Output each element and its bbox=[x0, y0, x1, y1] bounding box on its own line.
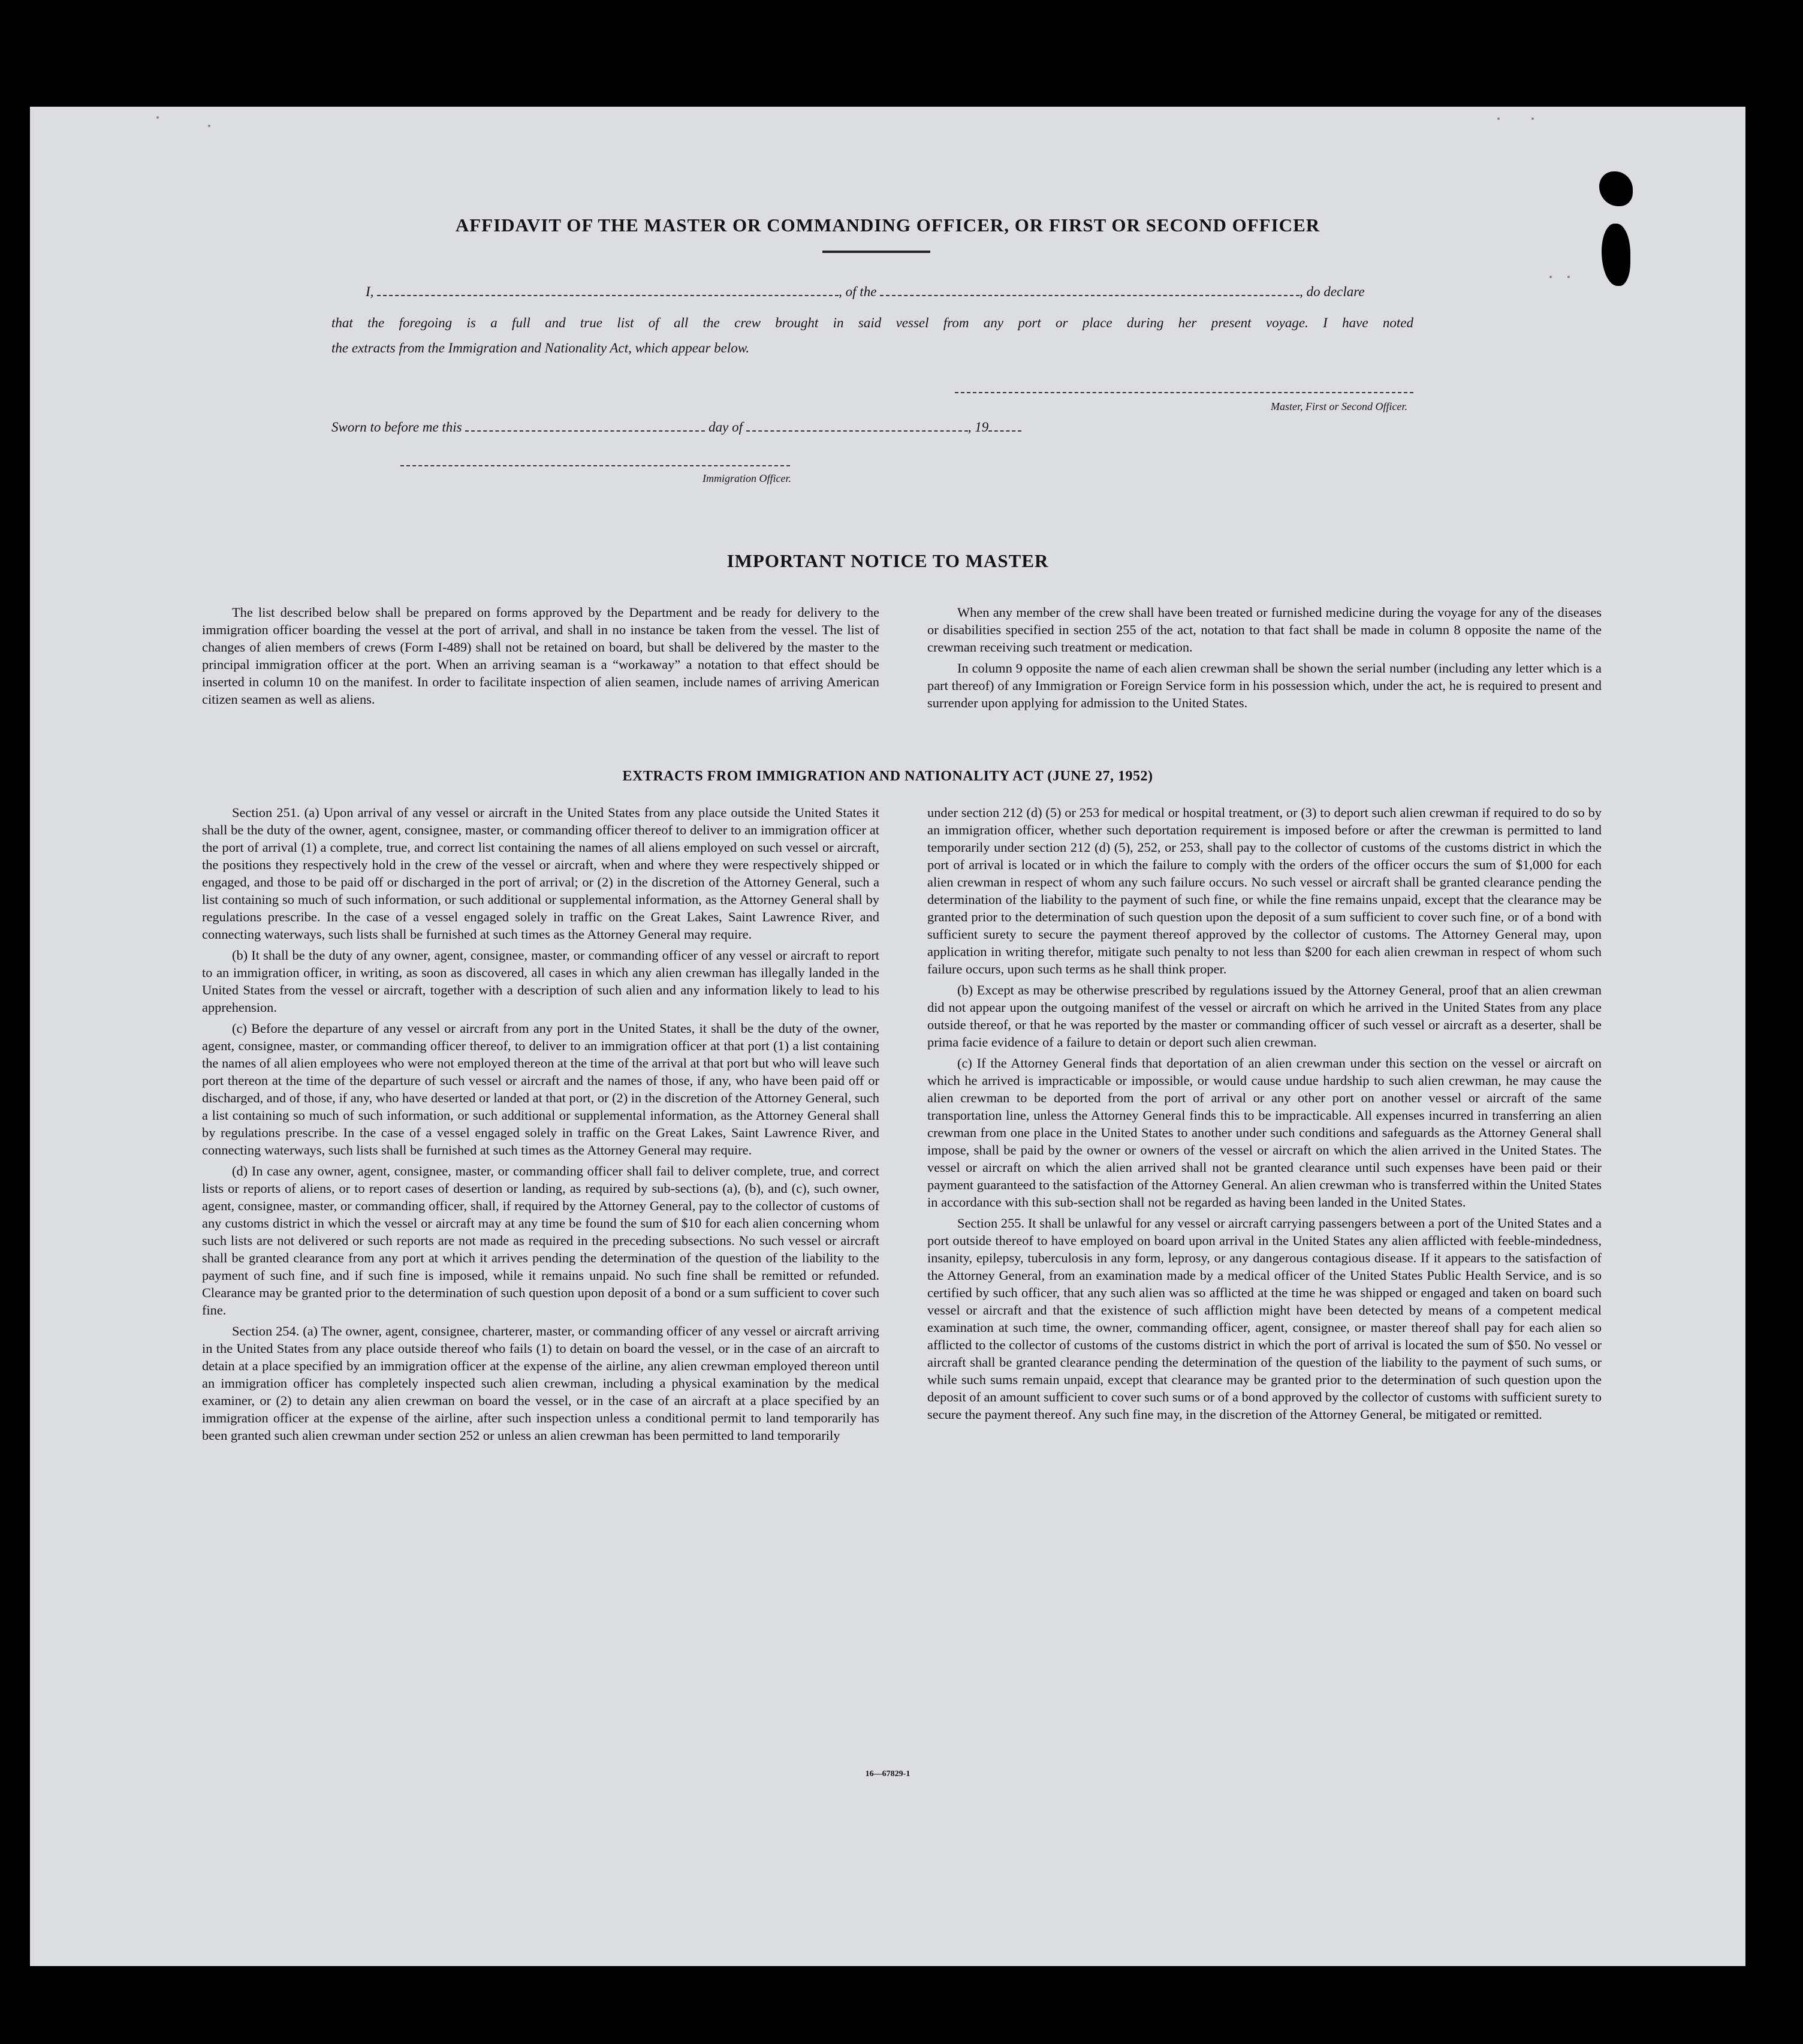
form-number: 16—67829-1 bbox=[865, 1769, 910, 1778]
notice-left-paragraph: The list described below shall be prepared on forms approved by the Department and be ready for delivery to the immigration officer boarding the vessel at the port of arrival, and shall in no instance be taken from the vessel. The list of changes of alien members of crews (Form I-489) shall not be retained on board, but shall be delivered by the master to the principal immigration officer at the port. When an arriving seaman is a “workaway” a notation to that effect should be inserted in column 10 on the manifest. In order to facilitate inspection of alien seamen, include names of arriving American citizen seamen as well as aliens. bbox=[202, 605, 879, 707]
officer-signature-line[interactable] bbox=[400, 465, 790, 466]
section-254-c: (c) If the Attorney General finds that deportation of an alien crewman under this section on the vessel or aircraft on which he arrived is impracticable or impossible, or would cause undue hardship to such alien crewman, he may cause the alien crewman to be deported from the port of arrival or any other port on another vessel or aircraft of the same transportation line, unless the Attorney General finds this to be impracticable. All expenses incurred in transferring an alien crewman from one place in the United States to another under such conditions and safeguards as the Attorney General shall impose, shall be paid by the owner or owners of the vessel or aircraft on which the alien arrived in the United States. The vessel or aircraft on which the alien arrived shall not be granted clearance until such expenses have been paid or their payment guaranteed to the satisfaction of the Attorney General. An alien crewman who is transferred within the United States in accordance with this sub-section shall not be regarded as having been landed in the United States. bbox=[927, 1056, 1602, 1210]
section-251-a: Section 251. (a) Upon arrival of any vessel or aircraft in the United States from any place outside the United States it shall be the duty of the owner, agent, consignee, master, or commanding officer thereof to deliver to an immigration officer at the port of arrival (1) a complete, true, and correct list containing the names of all aliens employed on such vessel or aircraft, the positions they respectively hold in the crew of the vessel or aircraft, when and where they were respectively shipped or engaged, and those to be paid off or discharged in the port of arrival; or (2) in the discretion of the Attorney General, such a list containing so much of such information, or such additional or supplemental information, as the Attorney General shall by regulations prescribe. In the case of a vessel engaged solely in traffic on the Great Lakes, Saint Lawrence River, and connecting waterways, such lists shall be furnished at such times as the Attorney General may require. bbox=[202, 805, 879, 942]
section-255: Section 255. It shall be unlawful for any vessel or aircraft carrying passengers between a port of the United States and a port outside thereof to have employed on board upon arrival in the United States any alien afflicted with feeble-mindedness, insanity, epilepsy, tuberculosis in any form, leprosy, or any dangerous contagious disease. If it appears to the satisfaction of the Attorney General, from an examination made by a medical officer of the United States Public Health Service, and is so certified by such officer, that any such alien was so afflicted at the time he was shipped or engaged and taken on board such vessel or aircraft and that the existence of such affliction might have been detected by means of a competent medical examination at such time, the owner, commanding officer, agent, consignee, or master thereof shall pay for each alien so afflicted to the collector of customs of the customs district in which the port of arrival is located the sum of $50. No vessel or aircraft shall be granted clearance pending the determination of the question of the liability to the payment of such sums, or while such sums remain unpaid, except that clearance may be granted prior to the determination of such question upon the deposit of an amount sufficient to cover such sums or of a bond approved by the collector of customs with sufficient surety to secure the payment thereof. Any such fine may, in the discretion of the Attorney General, be mitigated or remitted. bbox=[927, 1216, 1602, 1422]
notice-right-paragraph-2: In column 9 opposite the name of each alien crewman shall be shown the serial number (including any letter which is a part thereof) of any Immigration or Foreign Service form in his possession which, under the act, he is required to present and surrender upon applying for admission to the United States. bbox=[927, 661, 1602, 710]
i-label: I, bbox=[366, 284, 374, 299]
master-caption: Master, First or Second Officer. bbox=[1271, 400, 1407, 412]
declare-label: , do declare bbox=[1300, 284, 1365, 299]
declaration-line-1: that the foregoing is a full and true list of all the crew brought in said vessel from any port or place during her present voyage. I have noted bbox=[331, 315, 1413, 330]
speck bbox=[156, 116, 159, 119]
document-sheet bbox=[30, 107, 1745, 1966]
notice-right-paragraph-1: When any member of the crew shall have been treated or furnished medicine during the voyage for any of the diseases or disabilities specified in section 255 of the act, notation to that fact shall be made in column 8 opposite the name of the crewman receiving such treatment or medication. bbox=[927, 605, 1602, 655]
section-254-a-continued: under section 212 (d) (5) or 253 for medical or hospital treatment, or (3) to deport such alien crewman if required to do so by an immigration officer, whether such deportation requirement is imposed before or after the crewman is permitted to land temporarily under section 212 (d) (5), 252, or 253, shall pay to the collector of customs of the customs district in which the port of arrival is located or in which the failure to comply with the orders of the officer occurs the sum of $1,000 for each alien crewman in respect of whom any such failure occurs. No such vessel or aircraft shall be granted clearance pending the determination of the liability to the payment of such fine, or while the fine remains unpaid, except that the clearance may be granted prior to the determination of such question upon the deposit of a sum sufficient to cover such fine, or of a bond with sufficient surety to secure the payment thereof approved by the collector of customs. The Attorney General may, upon application in writing therefor, mitigate such penalty to not less than $200 for each alien crewman in respect of whom such failure occurs, upon such terms as he shall think proper. bbox=[927, 805, 1602, 976]
sworn-year-field[interactable] bbox=[988, 420, 1021, 432]
section-251-d: (d) In case any owner, agent, consignee, master, or commanding officer shall fail to deliver complete, true, and correct lists or reports of aliens, or to report cases of desertion or landing, as required by sub-sections (a), (b), and (c), such owner, agent, consignee, master, or commanding officer, shall, if required by the Attorney General, pay to the collector of customs of any customs district in which the vessel or aircraft may at any time be found the sum of $10 for each alien concerning whom such lists are not delivered or such reports are not made as required in the preceding subsections. No such vessel or aircraft shall be granted clearance from any port at which it arrives pending the determination of the question of the liability to the payment of such fine, and if such fine is imposed, while it remains unpaid. No such fine shall be remitted or refunded. Clearance may be granted prior to the determination of such question upon deposit of a bond or a sum sufficient to cover such fine. bbox=[202, 1163, 879, 1318]
day-of-label: day of bbox=[708, 420, 743, 435]
notice-left-column bbox=[202, 604, 879, 708]
officer-caption: Immigration Officer. bbox=[702, 472, 791, 484]
ink-blot bbox=[1599, 171, 1633, 206]
extracts-title: EXTRACTS FROM IMMIGRATION AND NATIONALITY ACT (JUNE 27, 1952) bbox=[622, 768, 1153, 784]
declaration-line-2: the extracts from the Immigration and Nationality Act, which appear below. bbox=[331, 340, 750, 355]
extracts-right-column bbox=[927, 804, 1602, 1423]
title-underline bbox=[822, 251, 930, 253]
of-the-label: , of the bbox=[839, 284, 877, 299]
declaration-text bbox=[331, 310, 1413, 361]
speck bbox=[208, 125, 210, 127]
section-251-b: (b) It shall be the duty of any owner, agent, consignee, master, or commanding officer of any vessel or aircraft to report to an immigration officer, in writing, as soon as discovered, all cases in which any alien crewman has illegally landed in the United States from the vessel or aircraft, together with a description of such alien and any information likely to lead to his apprehension. bbox=[202, 948, 879, 1015]
notice-title: IMPORTANT NOTICE TO MASTER bbox=[726, 550, 1049, 571]
declaration-fill-line bbox=[366, 284, 1413, 300]
year-label: , 19 bbox=[967, 420, 989, 435]
speck bbox=[1549, 276, 1552, 278]
sworn-month-field[interactable] bbox=[746, 420, 968, 432]
affidavit-title: AFFIDAVIT OF THE MASTER OR COMMANDING OFFICER, OR FIRST OR SECOND OFFICER bbox=[455, 215, 1320, 236]
sworn-line bbox=[331, 420, 1111, 435]
notice-right-column bbox=[927, 604, 1602, 712]
section-254-b: (b) Except as may be otherwise prescribed by regulations issued by the Attorney General, proof that an alien crewman did not appear upon the outgoing manifest of the vessel or aircraft on which he arrived in the United States from any place outside thereof, or that he was reported by the master or commanding officer of such vessel or aircraft as a deserter, shall be prima facie evidence of a failure to detain or deport such alien crewman. bbox=[927, 982, 1602, 1050]
extracts-left-column bbox=[202, 804, 879, 1444]
section-254-a: Section 254. (a) The owner, agent, consignee, charterer, master, or commanding officer of any vessel or aircraft arriving in the United States from any place outside thereof who fails (1) to detain on board the vessel, or in the case of an aircraft to detain at a place specified by an immigration officer at the expense of the airline, any alien crewman employed thereon until an immigration officer has completely inspected such alien crewman, including a physical examination by the medical examiner, or (2) to detain any alien crewman on board the vessel, or in the case of an aircraft at a place specified by an immigration officer at the expense of the airline, after such inspection unless a conditional permit to land temporarily has been granted such alien crewman under section 252 or unless an alien crewman has been permitted to land temporarily bbox=[202, 1324, 879, 1443]
master-signature-line[interactable] bbox=[955, 392, 1413, 393]
name-field[interactable] bbox=[377, 284, 839, 296]
sworn-label: Sworn to before me this bbox=[331, 420, 462, 435]
speck bbox=[1567, 276, 1570, 278]
vessel-field[interactable] bbox=[880, 284, 1300, 296]
section-251-c: (c) Before the departure of any vessel or aircraft from any port in the United States, it shall be the duty of the owner, agent, consignee, master, or commanding officer thereof, to deliver to an immigration officer at that port (1) a list containing the names of all alien employees who were not employed thereon at the time of the arrival at that port but who will leave such port thereon at the time of the departure of such vessel or aircraft and the names of those, if any, who have been paid off or discharged, and of those, if any, who have deserted or landed at that port, or (2) in the discretion of the Attorney General, such a list containing so much of such information, or such additional or supplemental information, as the Attorney General shall by regulations prescribe. In the case of a vessel engaged solely in traffic on the Great Lakes, Saint Lawrence River, and connecting waterways, such lists shall be furnished at such times as the Attorney General may require. bbox=[202, 1021, 879, 1157]
speck bbox=[1497, 117, 1500, 120]
sworn-day-field[interactable] bbox=[465, 420, 705, 432]
speck bbox=[1531, 117, 1534, 120]
